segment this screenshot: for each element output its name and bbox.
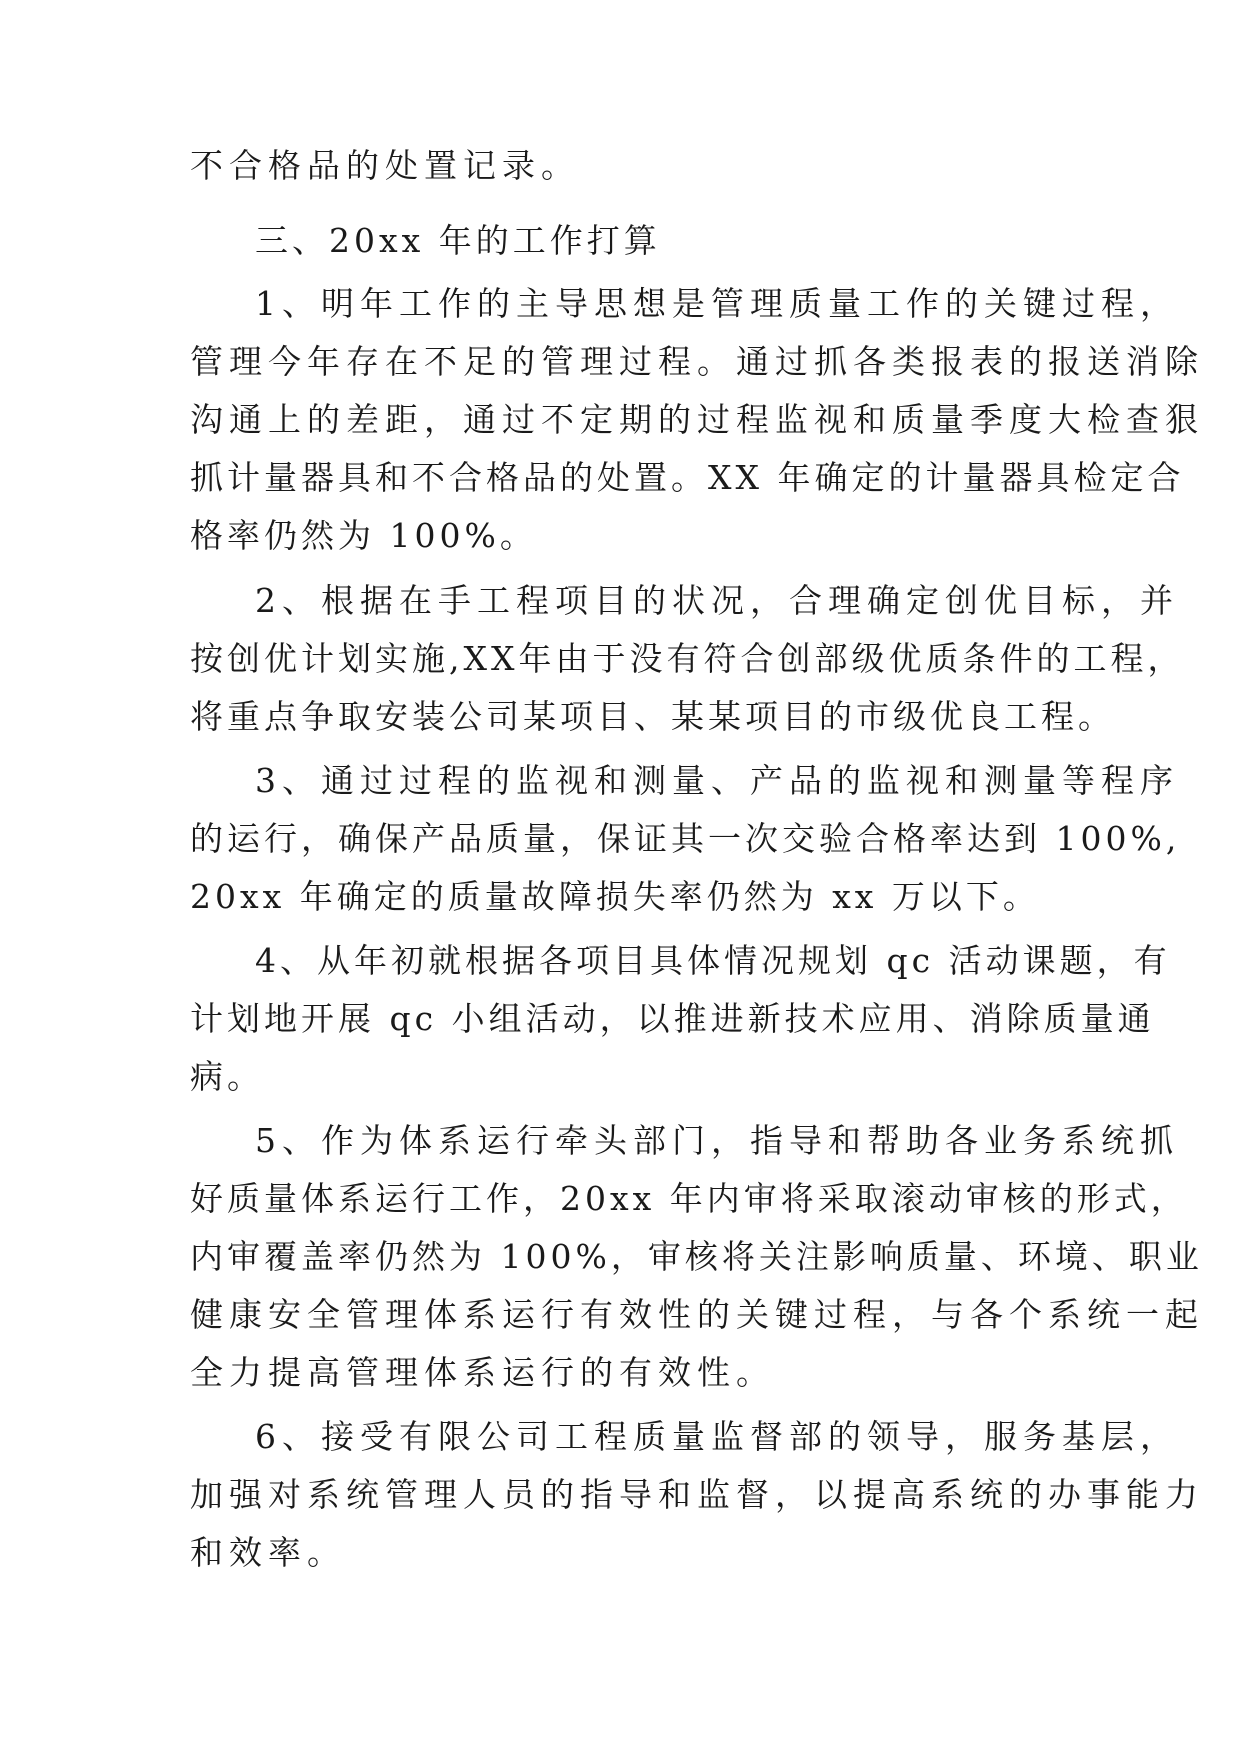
text-line: 内审覆盖率仍然为 100%，审核将关注影响质量、环境、职业 <box>190 1237 1203 1276</box>
text-line: 5、作为体系运行牵头部门，指导和帮助各业务系统抓 <box>255 1121 1179 1160</box>
text-line: 的运行，确保产品质量，保证其一次交验合格率达到 100%, <box>190 819 1181 858</box>
text-line: 20xx 年确定的质量故障损失率仍然为 xx 万以下。 <box>190 877 1040 916</box>
text-line: 将重点争取安装公司某项目、某某项目的市级优良工程。 <box>190 697 1115 736</box>
text-line: 和效率。 <box>190 1533 346 1572</box>
text-line: 3、通过过程的监视和测量、产品的监视和测量等程序 <box>255 761 1179 800</box>
text-line: 计划地开展 qc 小组活动，以推进新技术应用、消除质量通 <box>190 999 1155 1038</box>
section-heading: 三、20xx 年的工作打算 <box>255 221 661 260</box>
text-line: 沟通上的差距，通过不定期的过程监视和质量季度大检查狠 <box>190 400 1204 439</box>
text-line: 格率仍然为 100%。 <box>190 516 537 555</box>
text-line: 管理今年存在不足的管理过程。通过抓各类报表的报送消除 <box>190 342 1204 381</box>
text-line: 加强对系统管理人员的指导和监督，以提高系统的办事能力 <box>190 1475 1204 1514</box>
text-line: 按创优计划实施,XX年由于没有符合创部级优质条件的工程， <box>190 639 1185 678</box>
text-line: 健康安全管理体系运行有效性的关键过程，与各个系统一起 <box>190 1295 1204 1334</box>
text-line: 1、明年工作的主导思想是管理质量工作的关键过程， <box>255 284 1179 323</box>
text-line: 抓计量器具和不合格品的处置。XX 年确定的计量器具检定合 <box>190 458 1185 497</box>
text-line: 6、接受有限公司工程质量监督部的领导，服务基层， <box>255 1417 1179 1456</box>
text-line: 好质量体系运行工作，20xx 年内审将采取滚动审核的形式， <box>190 1179 1188 1218</box>
text-line: 不合格品的处置记录。 <box>190 146 580 185</box>
text-line: 2、根据在手工程项目的状况，合理确定创优目标，并 <box>255 581 1179 620</box>
text-line: 4、从年初就根据各项目具体情况规划 qc 活动课题，有 <box>255 941 1171 980</box>
text-line: 全力提高管理体系运行的有效性。 <box>190 1353 775 1392</box>
text-line: 病。 <box>190 1057 264 1096</box>
